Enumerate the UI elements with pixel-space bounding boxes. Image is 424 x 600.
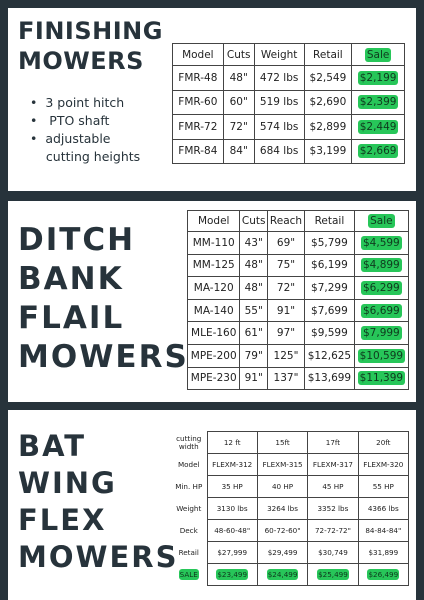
- cuts-cell: 48": [223, 66, 254, 91]
- finishing-mowers-panel: [8, 8, 416, 191]
- row-label: Model: [177, 459, 200, 469]
- retail-cell: $6,199: [305, 254, 355, 277]
- table-cell: $30,749: [308, 542, 358, 564]
- table-header-row: [188, 211, 409, 232]
- model-cell: FMR-60: [173, 90, 224, 115]
- retail-cell: $9,599: [305, 322, 355, 345]
- retail-cell: $2,690: [304, 90, 352, 115]
- retail-cell: $12,625: [305, 344, 355, 367]
- model-cell: FMR-72: [173, 115, 224, 140]
- cuts-cell: 91": [240, 367, 268, 390]
- cuts-cell: 84": [223, 139, 254, 164]
- reach-cell: 72": [267, 277, 304, 300]
- cuts-cell: 60": [223, 90, 254, 115]
- table-cell: 35 HP: [207, 476, 257, 498]
- table-row: [188, 344, 409, 367]
- sale-cell: $26,499: [358, 564, 408, 586]
- sale-cell: $24,499: [257, 564, 307, 586]
- model-cell: MLE-160: [188, 322, 240, 345]
- table-cell: 45 HP: [308, 476, 358, 498]
- ditch-bank-title: DITCH BANK FLAIL MOWERS: [18, 222, 189, 375]
- finishing-mowers-title: FINISHING MOWERS: [18, 17, 163, 75]
- table-cell: $27,999: [207, 542, 257, 564]
- table-row: [188, 367, 409, 390]
- column-header: Retail: [304, 44, 352, 66]
- row-label: SALE: [179, 569, 198, 579]
- table-row: [188, 232, 409, 255]
- reach-cell: 91": [267, 299, 304, 322]
- retail-cell: $2,549: [304, 66, 352, 91]
- bat-wing-panel: [8, 410, 416, 600]
- model-cell: MM-125: [188, 254, 240, 277]
- sale-cell: $6,699: [354, 299, 408, 322]
- column-header: 20ft: [358, 432, 408, 454]
- sale-cell: $2,199: [352, 66, 405, 91]
- sale-cell: $2,399: [352, 90, 405, 115]
- cuts-cell: 61": [240, 322, 268, 345]
- table-row: [188, 254, 409, 277]
- table-header-row: [173, 44, 405, 66]
- reach-cell: 137": [267, 367, 304, 390]
- table-cell: FLEXM-315: [257, 454, 307, 476]
- table-cell: 3130 lbs: [207, 498, 257, 520]
- model-cell: MA-120: [188, 277, 240, 300]
- model-cell: MA-140: [188, 299, 240, 322]
- cuts-cell: 43": [240, 232, 268, 255]
- model-cell: FMR-48: [173, 66, 224, 91]
- sale-cell: $23,499: [207, 564, 257, 586]
- table-row: [171, 564, 409, 586]
- table-cell: 3264 lbs: [257, 498, 307, 520]
- weight-cell: 574 lbs: [254, 115, 304, 140]
- table-row: [171, 542, 409, 564]
- model-cell: MM-110: [188, 232, 240, 255]
- table-cell: 84-84-84": [358, 520, 408, 542]
- table-cell: 3352 lbs: [308, 498, 358, 520]
- table-row: [171, 476, 409, 498]
- sale-cell: $25,499: [308, 564, 358, 586]
- cuts-cell: 79": [240, 344, 268, 367]
- column-header: 12 ft: [207, 432, 257, 454]
- sale-cell: $4,899: [354, 254, 408, 277]
- weight-cell: 519 lbs: [254, 90, 304, 115]
- retail-cell: $7,299: [305, 277, 355, 300]
- column-header: Cuts: [223, 44, 254, 66]
- column-header: 17ft: [308, 432, 358, 454]
- column-header: 15ft: [257, 432, 307, 454]
- reach-cell: 97": [267, 322, 304, 345]
- feature-item: cutting heights: [45, 149, 141, 164]
- table-cell: $29,499: [257, 542, 307, 564]
- row-label: Retail: [178, 547, 199, 557]
- column-header: Sale: [354, 211, 408, 232]
- table-row: [171, 520, 409, 542]
- feature-item: • 3 point hitch: [30, 95, 125, 110]
- sale-cell: $2,669: [352, 139, 405, 164]
- table-cell: 4366 lbs: [358, 498, 408, 520]
- reach-cell: 125": [267, 344, 304, 367]
- row-label: Weight: [176, 503, 202, 513]
- table-row: [173, 90, 405, 115]
- table-cell: 55 HP: [358, 476, 408, 498]
- reach-cell: 69": [267, 232, 304, 255]
- cuts-cell: 48": [240, 254, 268, 277]
- model-cell: FMR-84: [173, 139, 224, 164]
- table-row: [171, 454, 409, 476]
- model-cell: MPE-230: [188, 367, 240, 390]
- table-row: [171, 498, 409, 520]
- column-header: Weight: [254, 44, 304, 66]
- weight-cell: 472 lbs: [254, 66, 304, 91]
- sale-cell: $6,299: [354, 277, 408, 300]
- table-cell: $31,899: [358, 542, 408, 564]
- table-cell: 72-72-72": [308, 520, 358, 542]
- sale-cell: $4,599: [354, 232, 408, 255]
- retail-cell: $2,899: [304, 115, 352, 140]
- cuts-cell: 72": [223, 115, 254, 140]
- weight-cell: 684 lbs: [254, 139, 304, 164]
- table-cell: FLEXM-312: [207, 454, 257, 476]
- table-row: [173, 66, 405, 91]
- sale-cell: $11,399: [354, 367, 408, 390]
- bat-wing-table: [171, 431, 409, 586]
- retail-cell: $3,199: [304, 139, 352, 164]
- cuts-cell: 55": [240, 299, 268, 322]
- column-header: Retail: [305, 211, 355, 232]
- retail-cell: $13,699: [305, 367, 355, 390]
- table-cell: FLEXM-320: [358, 454, 408, 476]
- table-row: [188, 277, 409, 300]
- sale-cell: $7,999: [354, 322, 408, 345]
- finishing-mowers-table: [172, 43, 405, 164]
- feature-list: [30, 94, 140, 166]
- column-header: Sale: [352, 44, 405, 66]
- table-row: [188, 322, 409, 345]
- ditch-bank-table: [187, 210, 409, 390]
- table-cell: FLEXM-317: [308, 454, 358, 476]
- ditch-bank-panel: [8, 201, 416, 402]
- column-header: Cuts: [240, 211, 268, 232]
- cuts-cell: 48": [240, 277, 268, 300]
- retail-cell: $7,699: [305, 299, 355, 322]
- column-header: Model: [188, 211, 240, 232]
- feature-item: • adjustable: [30, 131, 111, 146]
- feature-item: • PTO shaft: [30, 113, 110, 128]
- table-header-row: [171, 432, 409, 454]
- model-cell: MPE-200: [188, 344, 240, 367]
- column-header: Model: [173, 44, 224, 66]
- cutting-width-label: cutting width: [176, 433, 202, 451]
- table-cell: 48-60-48": [207, 520, 257, 542]
- retail-cell: $5,799: [305, 232, 355, 255]
- sale-cell: $10,599: [354, 344, 408, 367]
- bat-wing-title: BAT WING FLEX MOWERS: [18, 429, 179, 574]
- row-label: Min. HP: [175, 481, 203, 491]
- table-row: [188, 299, 409, 322]
- table-cell: 40 HP: [257, 476, 307, 498]
- table-row: [173, 139, 405, 164]
- table-row: [173, 115, 405, 140]
- row-label: Deck: [179, 525, 198, 535]
- table-cell: 60-72-60": [257, 520, 307, 542]
- sale-cell: $2,449: [352, 115, 405, 140]
- column-header: Reach: [267, 211, 304, 232]
- reach-cell: 75": [267, 254, 304, 277]
